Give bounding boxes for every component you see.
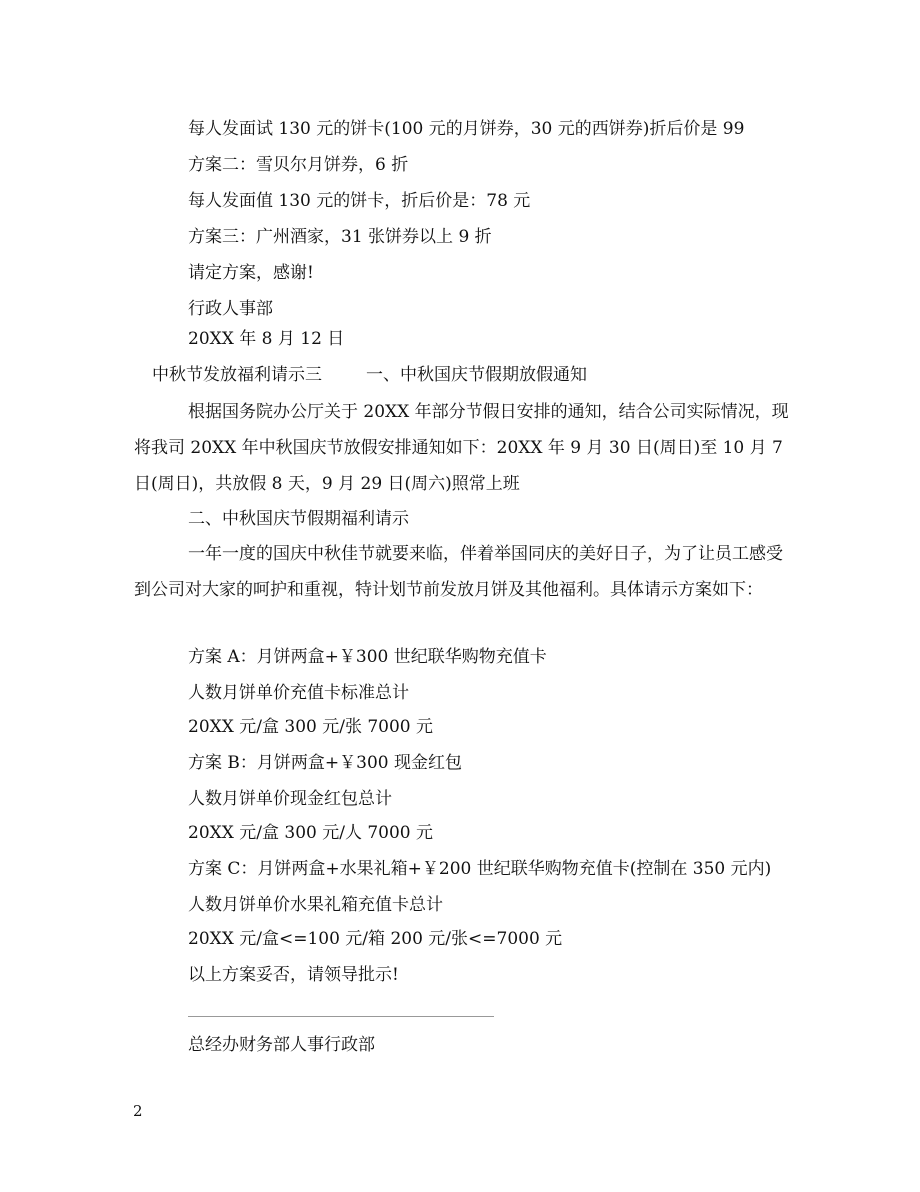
- plan-b-header: 人数月饼单价现金红包总计: [188, 789, 392, 809]
- section-1-heading: 一、中秋国庆节假期放假通知: [366, 365, 587, 385]
- top-line-2: 方案二：雪贝尔月饼券，6 折: [188, 155, 409, 175]
- signature-line: 总经办财务部人事行政部: [188, 1035, 375, 1055]
- top-line-1: 每人发面试 130 元的饼卡(100 元的月饼券，30 元的西饼券)折后价是 99: [188, 119, 745, 139]
- date-label: 20XX 年 8 月 12 日: [188, 329, 345, 349]
- top-line-3: 每人发面值 130 元的饼卡，折后价是：78 元: [188, 191, 531, 211]
- plan-c-values: 20XX 元/盒<=100 元/箱 200 元/张<=7000 元: [188, 929, 563, 949]
- heading-row: [152, 364, 587, 386]
- closing-line: 以上方案妥否，请领导批示!: [188, 965, 399, 985]
- page-number: 2: [133, 1102, 143, 1120]
- plan-a-values: 20XX 元/盒 300 元/张 7000 元: [188, 717, 434, 737]
- benefit-paragraph: 一年一度的国庆中秋佳节就要来临，伴着举国同庆的美好日子，为了让员工感受到公司对大家的呵护和重视，特计划节前发放月饼及其他福利。具体请示方案如下：: [134, 544, 783, 600]
- notice-paragraph: 根据国务院办公厅关于 20XX 年部分节假日安排的通知，结合公司实际情况，现将我司 20XX 年中秋国庆节放假安排通知如下：20XX 年 9 月 30 日(周日)至 10 月 7 日(周日)，共放假 8 天，9 月 29 日(周六)照常上班: [134, 402, 789, 494]
- section-2-heading: 二、中秋国庆节假期福利请示: [188, 509, 409, 529]
- document-title: 中秋节发放福利请示三: [152, 365, 322, 385]
- plan-c-header: 人数月饼单价水果礼箱充值卡总计: [188, 895, 443, 915]
- plan-a-title: 方案 A：月饼两盒+￥300 世纪联华购物充值卡: [188, 647, 547, 667]
- department-label: 行政人事部: [188, 299, 273, 319]
- top-line-5: 请定方案，感谢!: [188, 263, 314, 283]
- plan-b-title: 方案 B：月饼两盒+￥300 现金红包: [188, 753, 462, 773]
- top-line-4: 方案三：广州酒家，31 张饼券以上 9 折: [188, 227, 492, 247]
- plan-b-values: 20XX 元/盒 300 元/人 7000 元: [188, 823, 434, 843]
- plan-a-header: 人数月饼单价充值卡标准总计: [188, 683, 409, 703]
- separator-line: [188, 1016, 494, 1017]
- plan-c-title: 方案 C：月饼两盒+水果礼箱+￥200 世纪联华购物充值卡(控制在 350 元内): [188, 859, 772, 879]
